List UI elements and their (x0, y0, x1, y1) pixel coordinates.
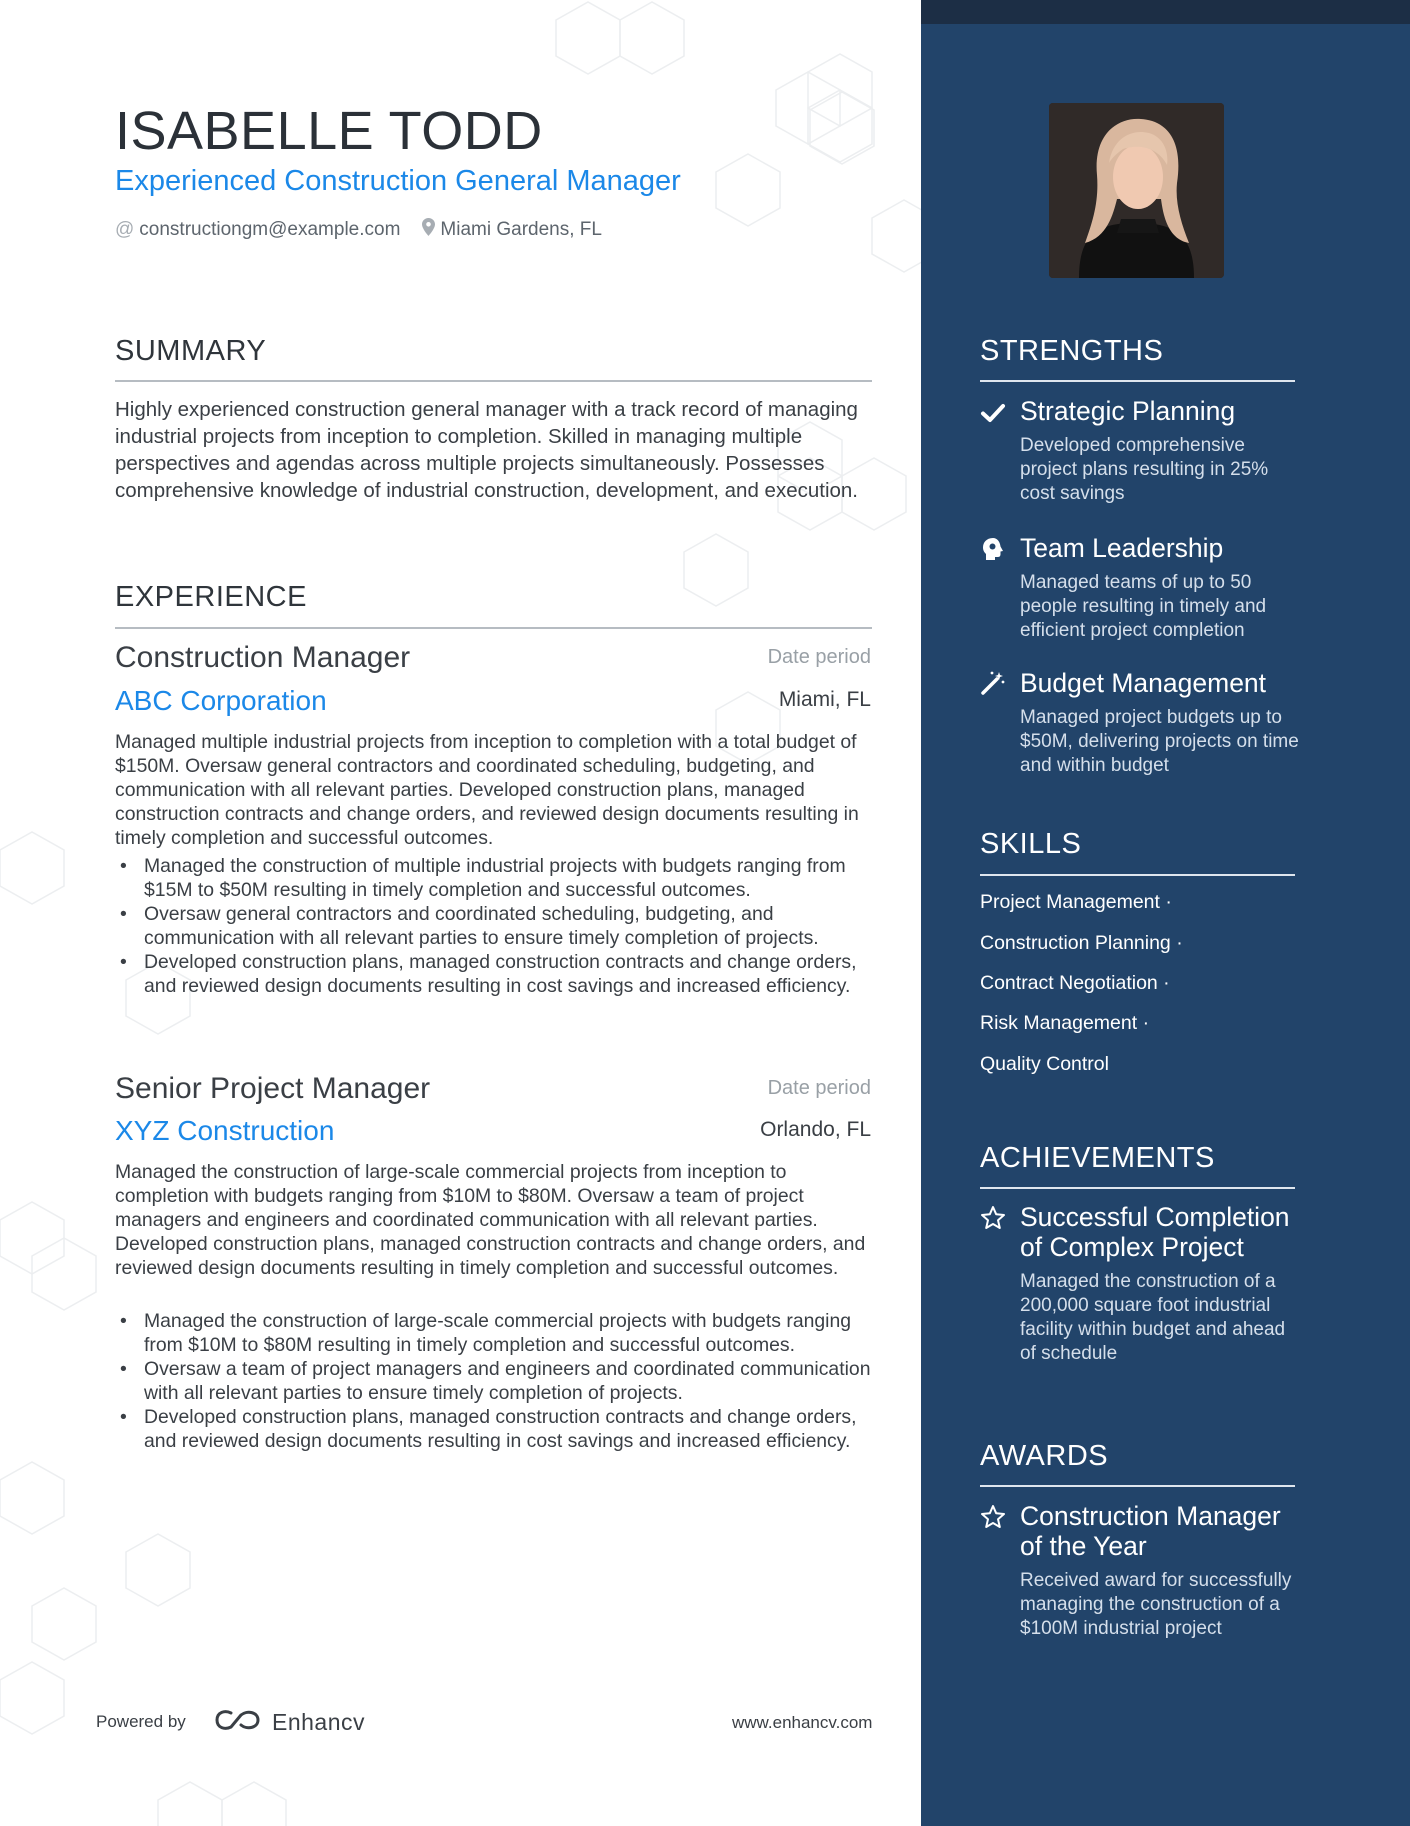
job-bullet: • Developed construction plans, managed construction contracts and change orders, and reviewed design documents resulting in cost savings and increased efficiency. (115, 1405, 875, 1453)
map-pin-icon (422, 218, 435, 242)
brand-name: Enhancv (272, 1709, 366, 1735)
strength-description: Managed teams of up to 50 people resulting in timely and efficient project completion (1020, 572, 1267, 641)
checkmark-icon (980, 400, 1006, 426)
job-bullet-list (115, 854, 875, 998)
profile-photo (1049, 103, 1224, 278)
powered-by-label: Powered by (96, 1712, 186, 1731)
skill-item: Construction Planning · (980, 932, 1183, 954)
star-outline-icon (980, 1205, 1006, 1231)
email-text: constructiongm@example.com (139, 219, 401, 240)
head-gear-icon (980, 536, 1006, 562)
skill-item: Project Management · (980, 891, 1172, 913)
job-date: Date period (767, 646, 871, 668)
job-bullet: • Managed the construction of multiple industrial projects with budgets ranging from $15M to $50M resulting in timely completion and successful outcomes. (115, 854, 875, 902)
achievements-heading: ACHIEVEMENTS (980, 1142, 1215, 1174)
strength-description: Developed comprehensive project plans resulting in 25% cost savings (1020, 435, 1269, 504)
enhancv-logo-icon (214, 1707, 262, 1738)
job-description: Managed the construction of large-scale commercial projects from inception to completion with budgets ranging from $10M to $80M. Oversaw a team of project managers and engineers and coordinated communication with all relevant parties. Developed construction plans, managed construction contracts and change orders, and reviewed design documents resulting in timely completion and successful outcomes. (115, 1161, 866, 1279)
achievements-divider (980, 1187, 1295, 1189)
candidate-name: ISABELLE TODD (115, 101, 543, 161)
job-title: Senior Project Manager (115, 1072, 431, 1105)
job-bullet: • Managed the construction of large-scale commercial projects with budgets ranging from $10M to $80M resulting in timely completion and successful outcomes. (115, 1309, 875, 1357)
summary-divider (115, 380, 872, 382)
strengths-divider (980, 380, 1295, 382)
skill-item: Contract Negotiation · (980, 972, 1170, 994)
awards-heading: AWARDS (980, 1440, 1109, 1472)
experience-heading: EXPERIENCE (115, 581, 307, 613)
website-link[interactable]: www.enhancv.com (732, 1713, 873, 1732)
location-contact (422, 218, 602, 242)
skills-divider (980, 874, 1295, 876)
achievement-description: Managed the construction of a 200,000 square foot industrial facility within budget and ahead of schedule (1020, 1271, 1286, 1364)
strength-description: Managed project budgets up to $50M, delivering projects on time and within budget (1020, 707, 1299, 776)
job-location: Miami, FL (778, 688, 871, 711)
skills-heading: SKILLS (980, 828, 1082, 860)
job-bullet: • Developed construction plans, managed construction contracts and change orders, and reviewed design documents resulting in cost savings and increased efficiency. (115, 950, 875, 998)
sidebar-top-bar (921, 0, 1410, 24)
strengths-heading: STRENGTHS (980, 335, 1164, 367)
job-bullet-list (115, 1309, 875, 1453)
award-title: Construction Manager of the Year (1020, 1501, 1281, 1561)
magic-wand-icon (980, 670, 1006, 696)
job-bullet: • Oversaw a team of project managers and engineers and coordinated communication with all relevant parties to ensure timely completion of projects. (115, 1357, 875, 1405)
skill-item: Quality Control (980, 1053, 1109, 1075)
enhancv-brand[interactable] (214, 1707, 365, 1738)
summary-heading: SUMMARY (115, 335, 267, 367)
awards-divider (980, 1485, 1295, 1487)
contact-info (115, 218, 624, 242)
job-location: Orlando, FL (760, 1118, 871, 1141)
summary-text: Highly experienced construction general manager with a track record of managing industrial projects from inception to completion. Skilled in managing multiple perspectives and agendas across multiple projects simultaneously. Possesses comprehensive knowledge of industrial construction, development, and execution. (115, 398, 858, 502)
achievement-title: Successful Completion of Complex Project (1020, 1202, 1290, 1262)
job-description: Managed multiple industrial projects from inception to completion with a total budget of $150M. Oversaw general contractors and coordinated scheduling, budgeting, and communication with all relevant parties. Developed construction plans, managed construction contracts and change orders, and reviewed design documents resulting in timely completion and successful outcomes. (115, 731, 859, 849)
job-bullet: • Oversaw general contractors and coordinated scheduling, budgeting, and communication with all relevant parties to ensure timely completion of projects. (115, 902, 875, 950)
experience-divider (115, 627, 872, 629)
candidate-title: Experienced Construction General Manager (115, 165, 681, 197)
strength-title: Team Leadership (1020, 533, 1224, 563)
location-text: Miami Gardens, FL (440, 219, 602, 240)
job-company: ABC Corporation (115, 685, 327, 716)
strength-title: Budget Management (1020, 668, 1267, 698)
star-outline-icon (980, 1504, 1006, 1530)
award-description: Received award for successfully managing the construction of a $100M industrial project (1020, 1570, 1292, 1639)
strength-title: Strategic Planning (1020, 396, 1236, 426)
at-icon: @ (115, 219, 135, 240)
job-company: XYZ Construction (115, 1115, 335, 1146)
sidebar (921, 0, 1410, 1826)
skill-item: Risk Management · (980, 1012, 1150, 1034)
job-title: Construction Manager (115, 641, 411, 674)
email-contact[interactable] (115, 219, 400, 241)
job-date: Date period (767, 1077, 871, 1099)
